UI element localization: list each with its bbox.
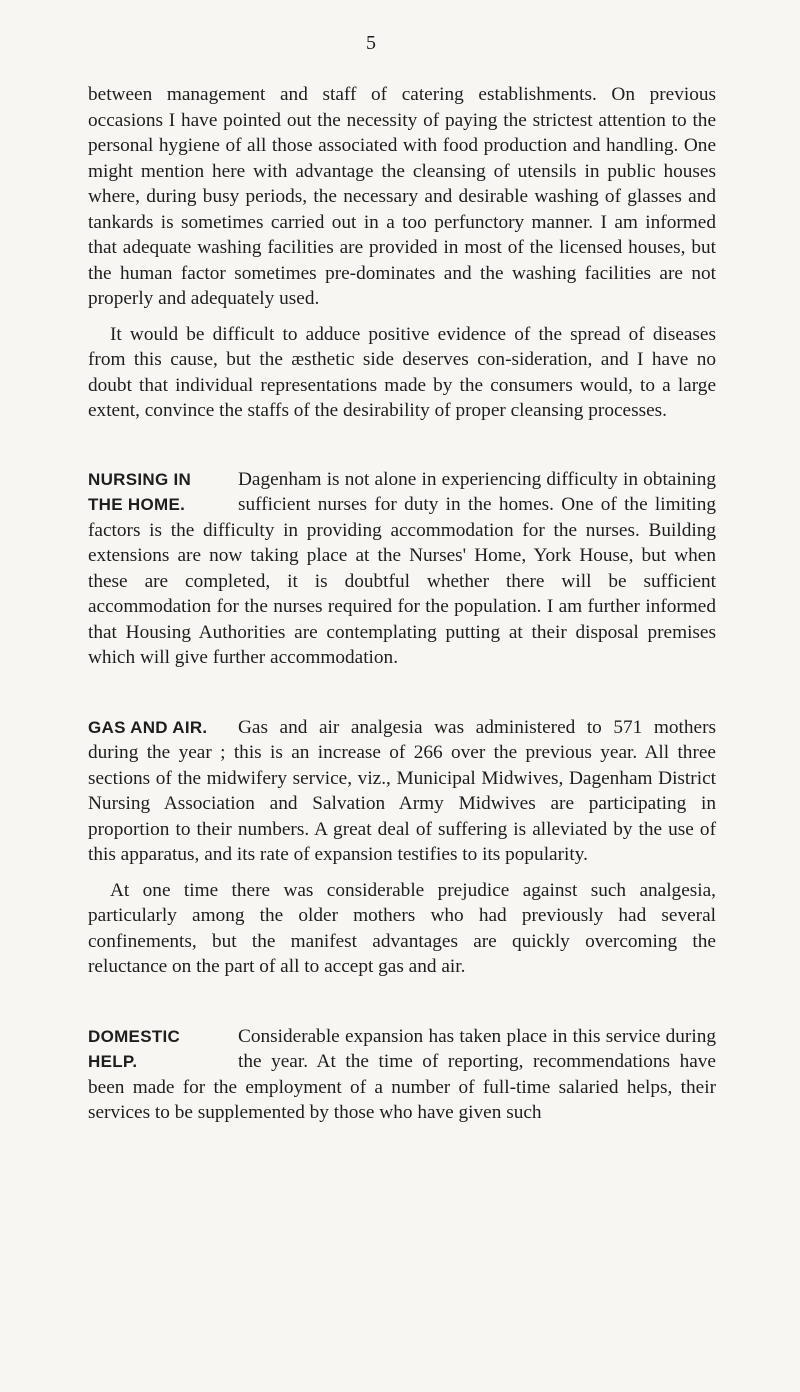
- heading-line-1: DOMESTIC: [88, 1026, 181, 1046]
- heading-line-1: GAS AND AIR.: [88, 717, 208, 737]
- gas-air-paragraph-1: Gas and air analgesia was administered to 571 mothers during the year ; this is an increase of 266 over the previous year. All three sections of the midwifery service, viz., Municipal Midwives, Dagenham District Nursing Association and Salvation Army Midwives are participating in proportion to their numbers. A great deal of suffering is alleviated by the use of this apparatus, and its rate of expansion testifies to its popularity.: [88, 716, 716, 865]
- section-nursing-in-the-home: [88, 467, 716, 671]
- page-number: 5: [366, 32, 376, 54]
- heading-line-2: THE HOME.: [88, 495, 186, 514]
- intro-paragraph-2: It would be difficult to adduce positive evidence of the spread of diseases from this cause, but the æsthetic side deserves con-sideration, and I have no doubt that individual representations made by the consumers would, to a large extent, convince the staffs of the desirability of proper cleansing processes.: [88, 323, 716, 421]
- domestic-paragraph-1: Considerable expansion has taken place in this service during the year. At the time of reporting, recommendations have been made for the employment of a number of full-time salaried helps, their services to be supplemented by those who have given such: [88, 1025, 716, 1123]
- section-heading-gas-and-air: [88, 715, 238, 741]
- section-heading-nursing: [88, 467, 238, 518]
- heading-line-1: NURSING IN: [88, 469, 192, 489]
- section-gas-and-air: [88, 715, 716, 980]
- gas-air-paragraph-2: At one time there was considerable prejudice against such analgesia, particularly among the older mothers who had previously had several confinements, but the manifest advantages are quickly overcoming the reluctance on the part of all to accept gas and air.: [88, 879, 716, 977]
- section-heading-domestic-help: [88, 1024, 238, 1075]
- heading-line-2: HELP.: [88, 1052, 138, 1071]
- nursing-paragraph-1: Dagenham is not alone in experiencing difficulty in obtaining sufficient nurses for duty in the homes. One of the limiting factors is the difficulty in providing accommodation for the nurses. Building extensions are now taking place at the Nurses' Home, York House, but when these are completed, it is doubtful whether there will be sufficient accommodation for the nurses required for the population. I am further informed that Housing Authorities are contemplating putting at their disposal premises which will give further accommodation.: [88, 468, 716, 668]
- intro-paragraph-1: between management and staff of catering establishments. On previous occasions I have pointed out the necessity of paying the strictest attention to the personal hygiene of all those associated with food production and handling. One might mention here with advantage the cleansing of utensils in public houses where, during busy periods, the necessary and desirable washing of glasses and tankards is sometimes carried out in a too perfunctory manner. I am informed that adequate washing facilities are provided in most of the licensed houses, but the human factor sometimes pre-dominates and the washing facilities are not properly and adequately used.: [88, 84, 716, 309]
- section-domestic-help: [88, 1024, 716, 1126]
- document-body: [88, 82, 716, 1126]
